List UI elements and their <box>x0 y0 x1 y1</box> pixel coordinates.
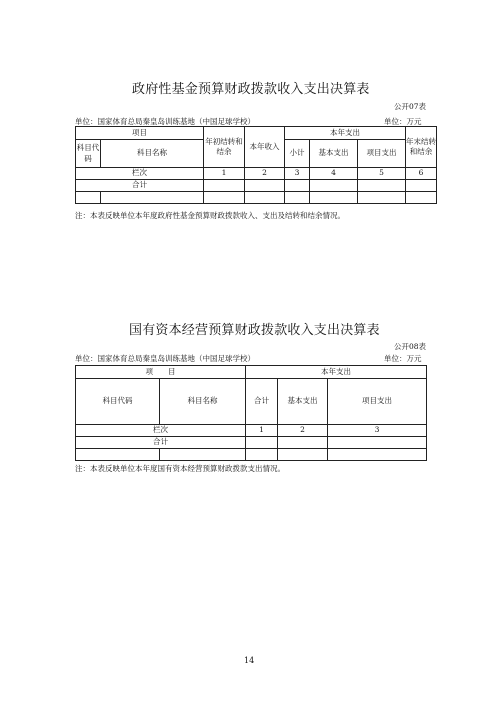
table1-unit-currency: 单位：万元 <box>384 117 422 126</box>
table1-header-opening-balance: 年初结转和结余 <box>204 127 245 168</box>
table2-cell <box>160 449 246 461</box>
table2-header-subject-name: 科目名称 <box>160 379 246 425</box>
table2-unit-currency: 单位：万元 <box>384 354 422 363</box>
table2-header-project-expense: 项目支出 <box>328 379 427 425</box>
table1-column-number: 6 <box>406 168 437 180</box>
table2-cell <box>328 449 427 461</box>
table2-header-basic-expense: 基本支出 <box>278 379 328 425</box>
table1-header-subtotal: 小计 <box>285 140 310 168</box>
table1-header-income: 本年收入 <box>245 127 285 168</box>
table2-cell <box>278 437 328 449</box>
table2-title: 国有资本经营预算财政拨款收入支出决算表 <box>129 323 380 338</box>
page-number: 14 <box>244 656 255 665</box>
table2-note: 注：本表反映单位本年度国有资本经营预算财政拨款支出情况。 <box>75 464 285 473</box>
table1-header-project-expense: 项目支出 <box>358 140 406 168</box>
table2-cell <box>328 437 427 449</box>
table1-column-number: 1 <box>204 168 245 180</box>
table1 <box>75 126 437 204</box>
table1-cell <box>406 192 437 204</box>
table1-cell <box>245 192 285 204</box>
table1-cell <box>358 192 406 204</box>
table1-header-basic-expense: 基本支出 <box>310 140 358 168</box>
table1-cell <box>310 192 358 204</box>
table2-cell <box>246 449 278 461</box>
table1-column-number: 3 <box>285 168 310 180</box>
table2-column-number: 2 <box>278 425 328 437</box>
table2-cell <box>246 437 278 449</box>
table1-total-label: 合计 <box>76 180 204 192</box>
table1-cell <box>406 180 437 192</box>
table2-code: 公开08表 <box>394 342 427 351</box>
table1-header-closing-balance: 年末结转和结余 <box>406 127 437 168</box>
table2-column-number: 1 <box>246 425 278 437</box>
table1-header-item: 项目 <box>76 127 204 140</box>
table1-cell <box>285 192 310 204</box>
table1-header-expense: 本年支出 <box>285 127 406 140</box>
table1-column-number: 4 <box>310 168 358 180</box>
table2-column-row-label: 栏次 <box>76 425 246 437</box>
table1-note: 注：本表反映单位本年度政府性基金预算财政拨款收入、支出及结转和结余情况。 <box>75 211 345 220</box>
table1-column-number: 5 <box>358 168 406 180</box>
table2 <box>75 365 427 461</box>
table1-unit-org: 单位：国家体育总局秦皇岛训练基地（中国足球学校） <box>75 117 255 126</box>
table1-cell <box>101 192 204 204</box>
table2-column-number: 3 <box>328 425 427 437</box>
table1-cell <box>358 180 406 192</box>
table1-title: 政府性基金预算财政拨款收入支出决算表 <box>132 82 370 97</box>
table1-column-row-label: 栏次 <box>76 168 204 180</box>
table2-header-expense: 本年支出 <box>246 366 427 379</box>
table1-cell <box>204 192 245 204</box>
table2-header-item: 项 目 <box>76 366 246 379</box>
table2-cell <box>278 449 328 461</box>
table2-unit-org: 单位：国家体育总局秦皇岛训练基地（中国足球学校） <box>75 354 255 363</box>
table1-cell <box>310 180 358 192</box>
table2-cell <box>76 449 160 461</box>
table1-header-subject-code: 科目代码 <box>76 140 101 168</box>
table1-code: 公开07表 <box>394 102 427 111</box>
table2-total-label: 合计 <box>76 437 246 449</box>
table1-cell <box>245 180 285 192</box>
table1-cell <box>76 192 101 204</box>
table1-cell <box>204 180 245 192</box>
table2-header-subject-code: 科目代码 <box>76 379 160 425</box>
table2-header-total: 合计 <box>246 379 278 425</box>
table1-header-subject-name: 科目名称 <box>101 140 204 168</box>
table1-cell <box>285 180 310 192</box>
table1-column-number: 2 <box>245 168 285 180</box>
